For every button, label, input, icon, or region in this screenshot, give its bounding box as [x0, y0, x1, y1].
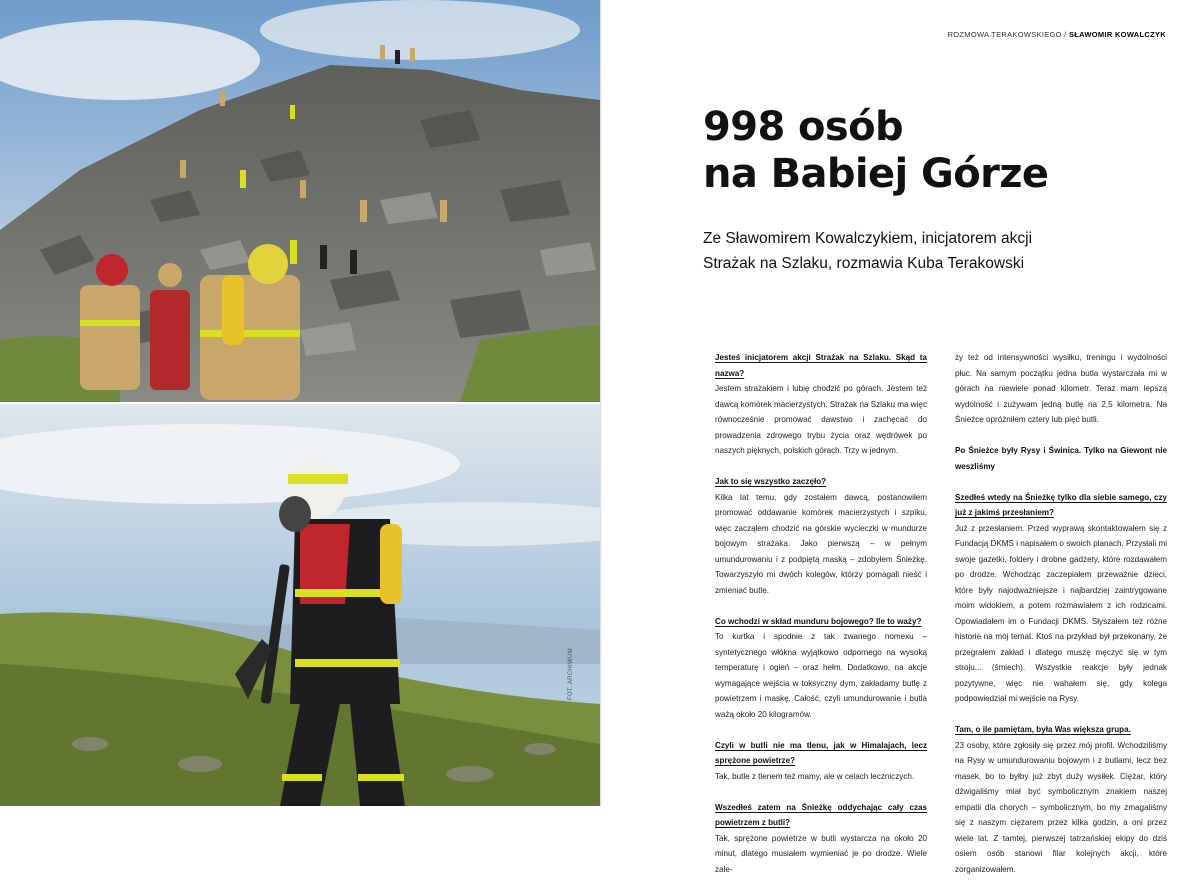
running-head-section: ROZMOWA TERAKOWSKIEGO / — [947, 30, 1069, 39]
article-title — [703, 104, 1048, 198]
article-column-2 — [955, 350, 1167, 893]
answer: Tak, butle z tlenem też mamy, ale w celach leczniczych. — [715, 771, 915, 781]
question: Szedłeś wtedy na Śnieżkę tylko dla siebie samego, czy już z jakimś przesłaniem? — [955, 492, 1167, 517]
answer: 23 osoby, które zgłosiły się przez mój profil. Wchodziliśmy na Rysy w umundurowaniu bojowym i z butlami, lecz bez masek, bo to byłby już zbyt duży wysiłek. Ciężar, który dźwigaliśmy miał być symbolicznym znakiem naszej empatii dla chorych – symbolicznym, bo my zmagaliśmy się z naszym ciężarem przez kilka godzin, a oni przez wiele lat. Z tamtej, pierwszej tatrzańskiej ekipy do dziś osiem osób stanowi filar kolejnych akcji, które zorganizowałem. — [955, 740, 1167, 874]
spacer — [955, 474, 1167, 490]
running-head-name: SŁAWOMIR KOWALCZYK — [1068, 30, 1166, 39]
answer-continued: ży też od intensywności wysiłku, treningu i wydolności płuc. Na samym początku jedna butla wystarczała mi w górach na niewiele ponad kilometr. Teraz mam lepszą wydolność i zużywam jedną butlę na 2,5 kilometra. Na Śnieżce opróżniłem cztery lub pięć butli. — [955, 353, 1167, 424]
article-column-1 — [715, 350, 927, 893]
answer: Jestem strażakiem i lubię chodzić po górach. Jestem też dawcą komórek macierzystych. Strażak na Szlaku ma więc równocześnie promować dawstwo i zachęcać do prowadzenia zdrowego trybu życia oraz wędrówek po naszych pięknych, polskich górach. Trzy w jednym. — [715, 384, 927, 455]
title-line-1: 998 osób — [703, 104, 904, 150]
question: Czyli w butli nie ma tlenu, jak w Himalajach, lecz sprężone powietrze? — [715, 740, 927, 765]
question: Jak to się wszystko zaczęło? — [715, 477, 827, 486]
question: Co wchodzi w skład munduru bojowego? Ile to waży? — [715, 616, 922, 626]
question: Jesteś inicjatorem akcji Strażak na Szlaku. Skąd ta nazwa? — [715, 353, 927, 378]
answer: Już z przesłaniem. Przed wyprawą skontaktowałem się z Fundacją DKMS i napisałem o swoich planach. Przysłali mi swoje gazetki, foldery i drobne gadżety, które rozdawałem po drodze. Wchodząc zaczepiałem przeważnie dzieci, które były najodważniejsze i najbardziej zaintrygowane moim widokiem, a potem rozmawiałem z ich rodzicami. Opowiadałem im o Fundacji DKMS. Słyszałem też różne historie na mój temat. Ktoś na przykład był przekonany, że przegrałem zakład i dlatego muszę męczyć się w tym stroju... (śmiech). Wszystkie reakcje były jednak pozytywne, więc nie wahałem się, gdy kolega podpowiedział mi wejście na Rysy. — [955, 523, 1167, 703]
lede-line-2: Strażak na Szlaku, rozmawia Kuba Terakowski — [703, 255, 1025, 272]
page-gutter — [600, 0, 602, 806]
photo-firefighter-with-mask — [0, 404, 600, 806]
article-lede — [703, 226, 1032, 276]
title-line-2: na Babiej Górze — [703, 151, 1049, 197]
highlight-quote: Po Śnieżce były Rysy i Świnica. Tylko na Giewont nie weszliśmy — [955, 446, 1167, 471]
photo-credit: FOT. ARCHIWUM — [568, 648, 574, 700]
question: Wszedłeś zatem na Śnieżkę oddychając cały czas powietrzem z butli? — [715, 802, 927, 827]
photo-firefighters-on-rocks — [0, 0, 600, 402]
lede-line-1: Ze Sławomirem Kowalczykiem, inicjatorem akcji — [703, 230, 1033, 247]
answer: Tak, sprężone powietrze w butli wystarcza na około 20 minut, dlatego musiałem wymieniać je po drodze. Wiele zale- — [715, 833, 927, 874]
question: Tam, o ile pamiętam, była Was większa grupa. — [955, 725, 1131, 734]
answer: To kurtka i spodnie z tak zwanego nomexu – syntetycznego włókna wyjątkowo odpornego na wysoką temperaturę i ogień – oraz hełm. Dodatkowo, na akcje wymagające wejścia w toksyczny dym, zakładamy butlę z powietrzem i maskę. Całość, czyli umundurowanie i butla ważą około 20 kilogramów. — [715, 632, 927, 719]
running-head — [948, 30, 1166, 39]
answer: Kilka lat temu, gdy zostałem dawcą, postanowiłem promować oddawanie komórek macierzystych i szpiku, więc zacząłem chodzić na górskie wycieczki w mundurze bojowym strażaka. Jako pierwszą – w pełnym umundurowaniu i z podpiętą maską – zdobyłem Śnieżkę. Towarzyszyło mi dwóch kolegów, którzy pomagali nieść i zmieniać butle. — [715, 492, 927, 595]
